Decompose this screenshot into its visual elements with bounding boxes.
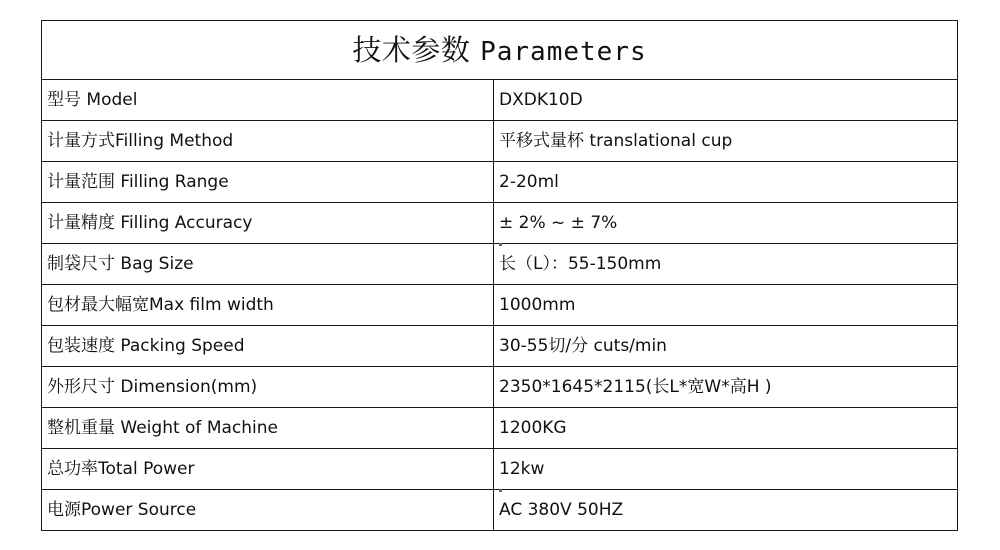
table-title-zh: 技术参数: [352, 32, 471, 67]
row-label: 包装速度 Packing Speed: [42, 326, 494, 367]
row-label: 包材最大幅宽Max film width: [42, 285, 494, 326]
table-row-max-film-width: [42, 285, 958, 326]
table-title: [42, 21, 958, 80]
row-label: 型号 Model: [42, 80, 494, 121]
row-label: 整机重量 Weight of Machine: [42, 408, 494, 449]
row-value: AC 380V 50HZ: [494, 490, 958, 531]
row-value: 2-20ml: [494, 162, 958, 203]
table-row-bag-size: [42, 244, 958, 285]
row-label: 计量方式Filling Method: [42, 121, 494, 162]
table-row-filling-accuracy: [42, 203, 958, 244]
table-row-weight: [42, 408, 958, 449]
row-value: 长（L）：55-150mm: [494, 244, 958, 285]
row-value: 2350*1645*2115(长L*宽W*高H ): [494, 367, 958, 408]
cell-comment-marker: [499, 489, 502, 492]
table-row-total-power: [42, 449, 958, 490]
table-row-packing-speed: [42, 326, 958, 367]
cell-comment-marker: [499, 243, 502, 246]
row-value: 1200KG: [494, 408, 958, 449]
row-label: 电源Power Source: [42, 490, 494, 531]
row-value: DXDK10D: [494, 80, 958, 121]
row-label: 计量范围 Filling Range: [42, 162, 494, 203]
table-title-en: Parameters: [480, 36, 647, 67]
table-row-filling-method: [42, 121, 958, 162]
row-label: 制袋尺寸 Bag Size: [42, 244, 494, 285]
table-row-power-source: [42, 490, 958, 531]
table-title-row: [42, 21, 958, 80]
row-value: 1000mm: [494, 285, 958, 326]
row-value: 12kw: [494, 449, 958, 490]
parameters-table: [41, 20, 958, 531]
row-label: 计量精度 Filling Accuracy: [42, 203, 494, 244]
table-row-model: [42, 80, 958, 121]
row-label: 总功率Total Power: [42, 449, 494, 490]
row-label: 外形尺寸 Dimension(mm): [42, 367, 494, 408]
table-row-dimension: [42, 367, 958, 408]
row-value: ± 2% ~ ± 7%: [494, 203, 958, 244]
row-value: 30-55切/分 cuts/min: [494, 326, 958, 367]
table-row-filling-range: [42, 162, 958, 203]
row-value: 平移式量杯 translational cup: [494, 121, 958, 162]
